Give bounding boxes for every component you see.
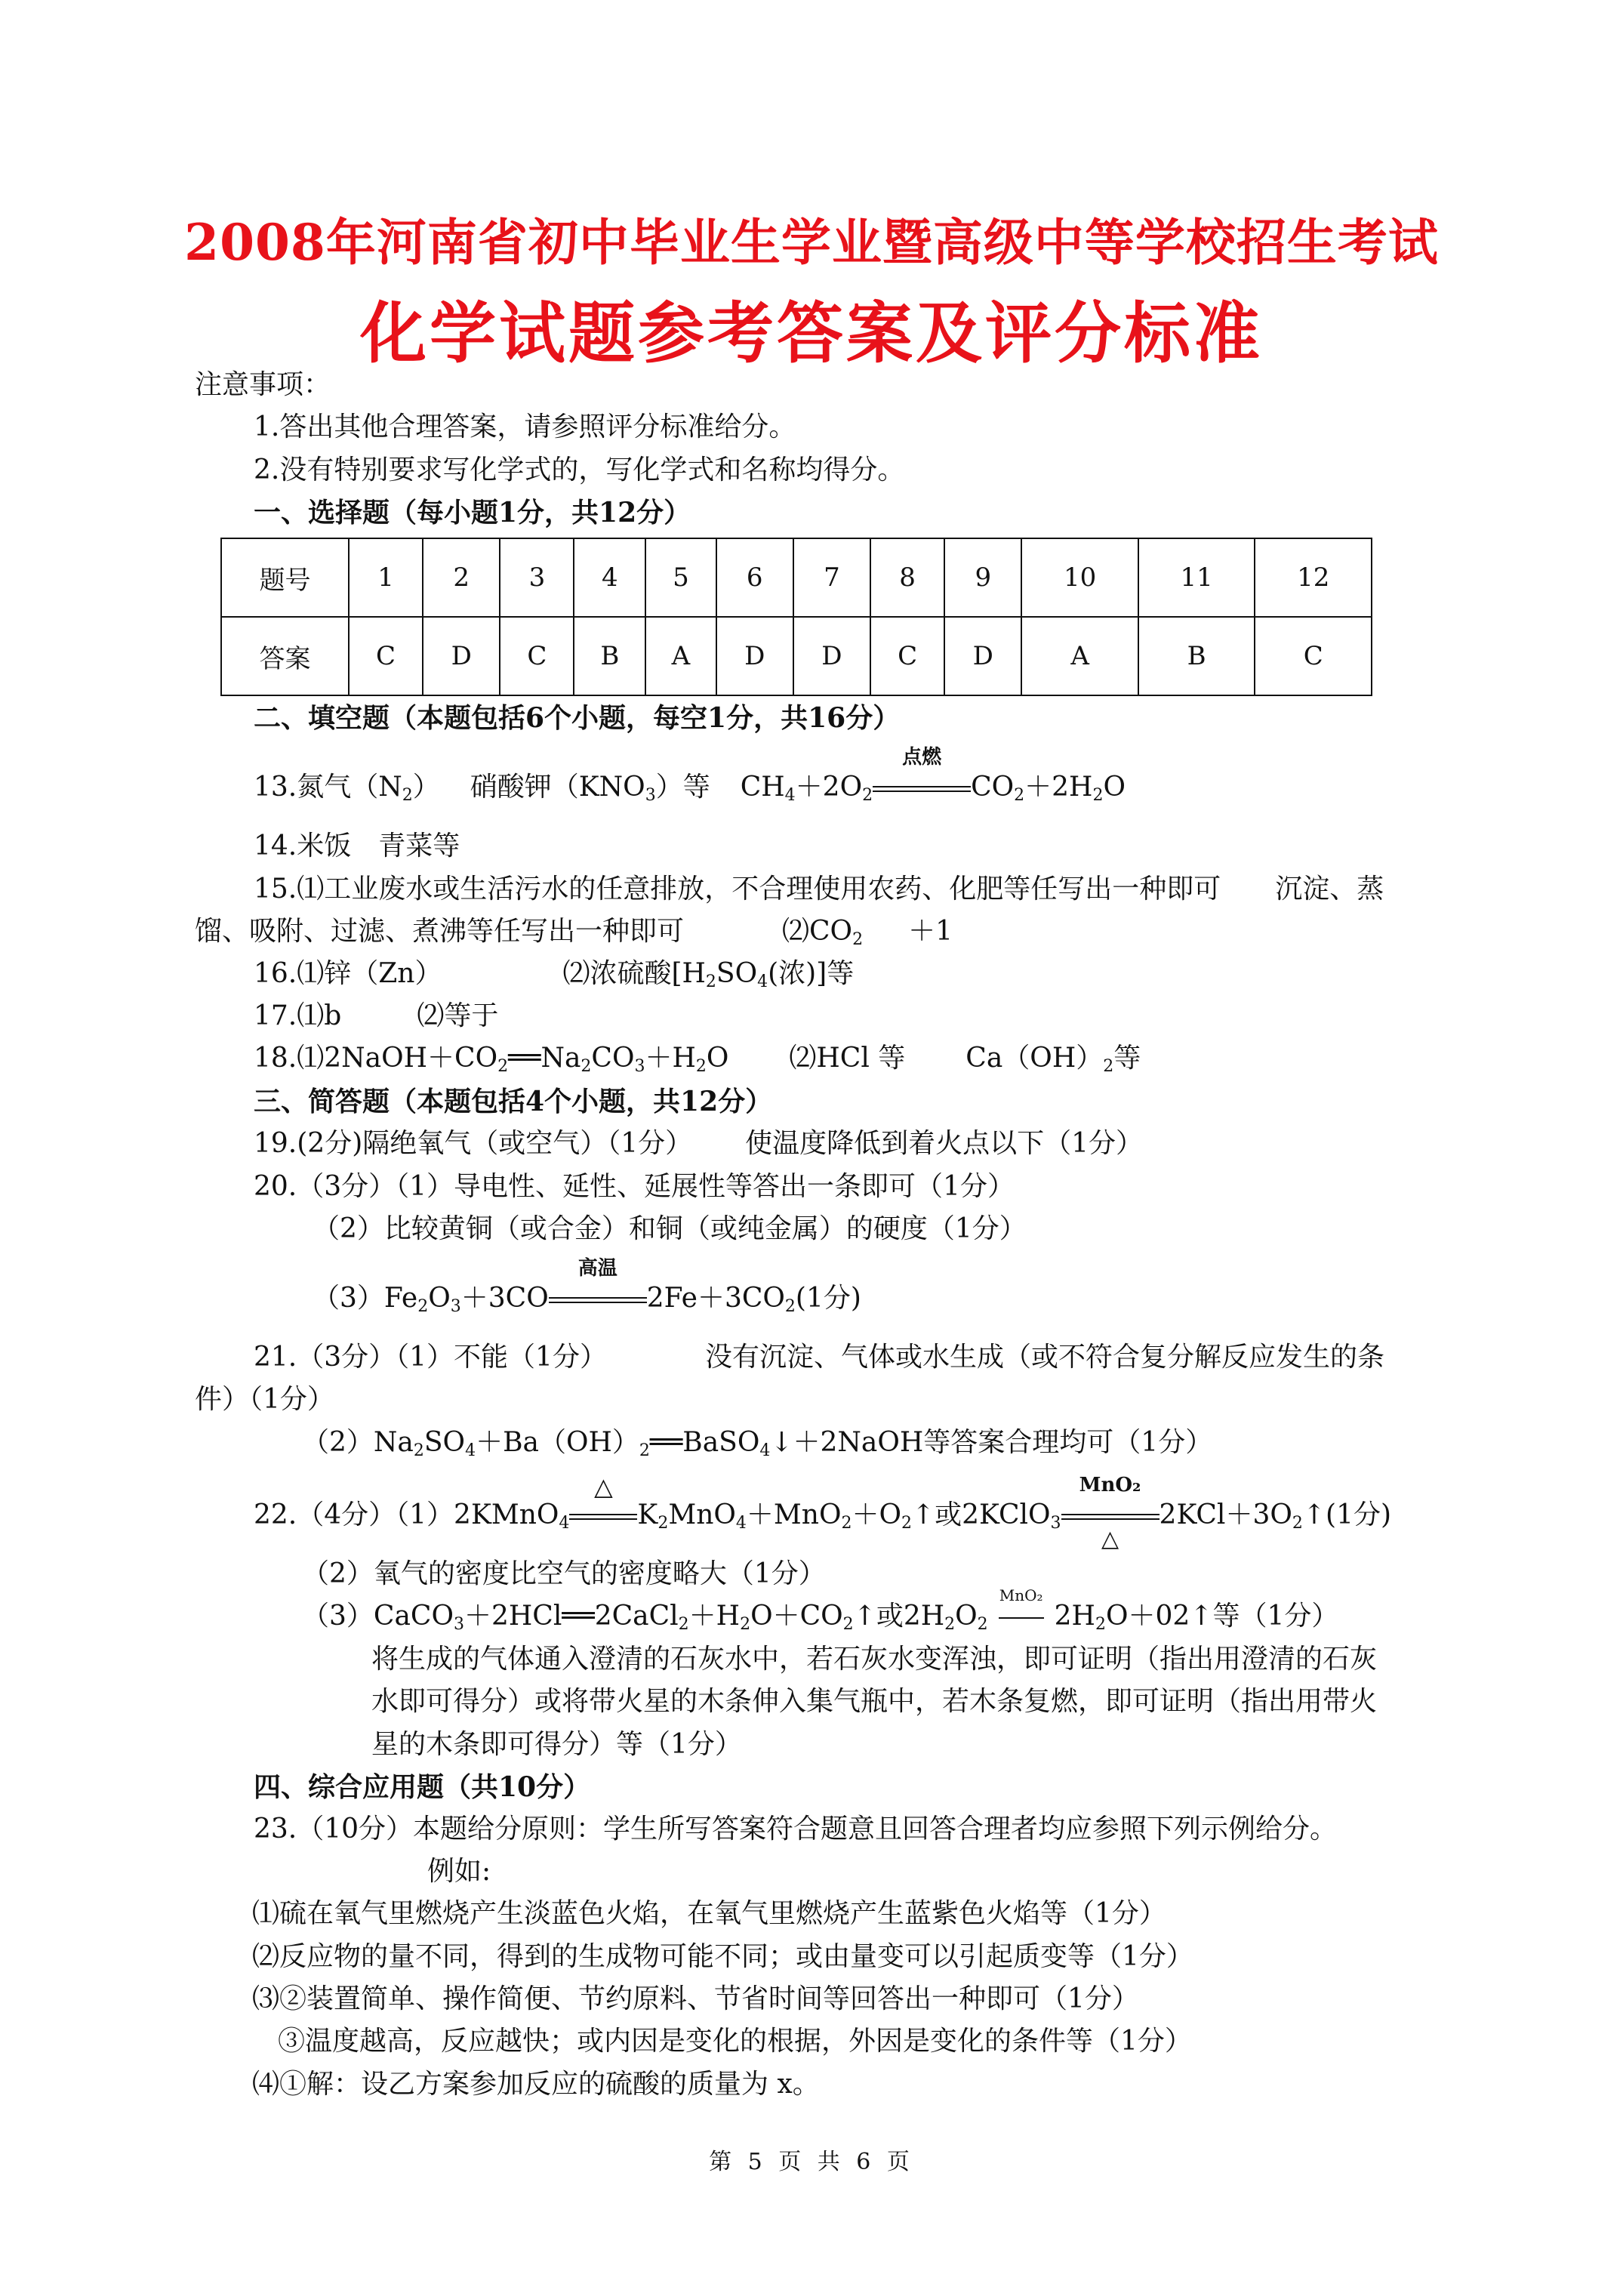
table-cell: 3 (500, 538, 574, 617)
table-row-answers (221, 617, 1372, 695)
answer-23-4: ③温度越高，反应越快；或内因是变化的根据，外因是变化的条件等（1分） (278, 2026, 1192, 2057)
table-cell: D (793, 617, 870, 695)
section3-heading: 三、简答题（本题包括4个小题，共12分） (254, 1086, 773, 1117)
answer-22-3: $(3)CaCO_3+2HCl══2CaCl_2+H_2O+CO_2↑$或$2H_2O_2$ MnO₂ $2H_2O+02↑$等（1分） (302, 1586, 1339, 1634)
table-cell: 11 (1138, 538, 1255, 617)
answer-21-1: 21.（3分）（1）不能（1分） 没有沉淀、气体或水生成（或不符合复分解反应发生的条 (254, 1342, 1384, 1373)
answer-22-1: 22.（4分）（1）2KMnO$_4$ △ $K_2MnO_4+MnO_2+O_2↑$或2KClO$_3$ MnO₂ △ $2KCl+3O_2↑(1$分) (254, 1472, 1392, 1552)
table-cell: D (944, 617, 1021, 695)
table-cell: A (645, 617, 716, 695)
answer-22-4: 将生成的气体通入澄清的石灰水中，若石灰水变浑浊，即可证明（指出用澄清的石灰 (371, 1644, 1378, 1675)
answer-18: $18.⑴2NaOH+CO_2══Na_2CO_3+H_2O$ ⑵HCl 等 $Ca(OH)_2$等 (254, 1043, 1141, 1076)
row-label-answer: 答案 (221, 617, 349, 695)
row-label-number: 题号 (221, 538, 349, 617)
table-cell: 8 (870, 538, 944, 617)
answer-15-line1: 15.⑴工业废水或生活污水的任意排放，不合理使用农药、化肥等任写出一种即可 沉淀、蒸 (254, 874, 1384, 905)
table-cell: B (574, 617, 645, 695)
answer-21-3: $(2)Na_2SO_4+Ba(OH)_2══BaSO_4↓+2NaOH$等答案合理均可（1分） (302, 1427, 1213, 1460)
table-cell: 10 (1021, 538, 1138, 617)
answer-14: 14.米饭 青菜等 (254, 831, 460, 861)
table-cell: 1 (349, 538, 423, 617)
table-cell: C (1255, 617, 1372, 695)
table-cell: C (500, 617, 574, 695)
answer-title: 化学试题参考答案及评分标准 (359, 294, 1263, 372)
answer-16: 16.⑴锌（Zn） ⑵浓硫酸[$H_2SO_4$(浓)]等 (254, 958, 855, 991)
answer-15-line2: 馏、吸附、过滤、煮沸等任写出一种即可 $⑵CO_2 +1$ (195, 916, 953, 949)
section1-heading: 一、选择题（每小题1分，共12分） (254, 497, 691, 529)
answer-22-5: 水即可得分）或将带火星的木条伸入集气瓶中，若木条复燃，即可证明（指出用带火 (371, 1686, 1378, 1717)
table-row-numbers (221, 538, 1372, 617)
section4-heading: 四、综合应用题（共10分） (254, 1771, 591, 1803)
table-cell: 4 (574, 538, 645, 617)
answer-20-3: $(3)Fe_2O_3+3CO$ 高温 $2Fe+3CO_2(1$分) (313, 1257, 861, 1316)
answer-22-6: 星的木条即可得分）等（1分） (371, 1729, 742, 1760)
answer-20-1: 20.（3分）（1）导电性、延性、延展性等答出一条即可（1分） (254, 1171, 1015, 1202)
answer-23-intro: 23.（10分）本题给分原则：学生所写答案符合题意且回答合理者均应参照下列示例给分。 (254, 1814, 1338, 1845)
equation-condition: 高温 (549, 1281, 647, 1316)
exam-title: 2008年河南省初中毕业生学业暨高级中等学校招生考试 (184, 213, 1439, 272)
table-cell: 7 (793, 538, 870, 617)
table-cell: 9 (944, 538, 1021, 617)
equation-condition: 点燃 (873, 770, 971, 805)
answer-23-example: 例如: (427, 1856, 491, 1887)
answer-17: 17.⑴b ⑵等于 (254, 1000, 499, 1031)
table-cell: C (870, 617, 944, 695)
answer-21-2: 件）（1分） (195, 1384, 334, 1415)
answer-23-1: ⑴硫在氧气里燃烧产生淡蓝色火焰，在氧气里燃烧产生蓝紫色火焰等（1分） (252, 1898, 1166, 1929)
table-cell: 6 (716, 538, 793, 617)
table-cell: 5 (645, 538, 716, 617)
answer-13: 13.氮气$(N_2)$ 硝酸钾$(KNO_3)$等 $CH_4+2O_2$ 点燃 $CO_2+2H_2O$ (254, 746, 1126, 805)
equation-condition: MnO₂ △ (1061, 1498, 1160, 1533)
answer-23-5: ⑷①解：设乙方案参加反应的硫酸的质量为 x。 (252, 2069, 820, 2100)
table-cell: D (423, 617, 500, 695)
answer-19: 19.(2分)隔绝氧气（或空气）（1分） 使温度降低到着火点以下（1分） (254, 1128, 1144, 1159)
table-cell: 2 (423, 538, 500, 617)
table-cell: D (716, 617, 793, 695)
table-cell: B (1138, 617, 1255, 695)
equation-condition: MnO₂ (999, 1599, 1044, 1634)
answer-22-2: （2）氧气的密度比空气的密度略大（1分） (302, 1558, 826, 1589)
section2-heading: 二、填空题（本题包括6个小题，每空1分，共16分） (254, 702, 901, 734)
table-cell: C (349, 617, 423, 695)
answer-table (220, 538, 1372, 696)
table-cell: 12 (1255, 538, 1372, 617)
answer-23-2: ⑵反应物的量不同，得到的生成物可能不同；或由量变可以引起质变等（1分） (252, 1941, 1193, 1972)
notes-heading: 注意事项： (195, 369, 331, 400)
table-cell: A (1021, 617, 1138, 695)
page-footer: 第 5 页 共 6 页 (709, 2149, 914, 2175)
note-1: 1.答出其他合理答案，请参照评分标准给分。 (254, 411, 796, 442)
answer-20-2: （2）比较黄铜（或合金）和铜（或纯金属）的硬度（1分） (313, 1213, 1027, 1244)
note-2: 2.没有特别要求写化学式的，写化学式和名称均得分。 (254, 455, 905, 485)
answer-23-3: ⑶②装置简单、操作简便、节约原料、节省时间等回答出一种即可（1分） (252, 1983, 1139, 2014)
equation-condition: △ (569, 1498, 637, 1533)
